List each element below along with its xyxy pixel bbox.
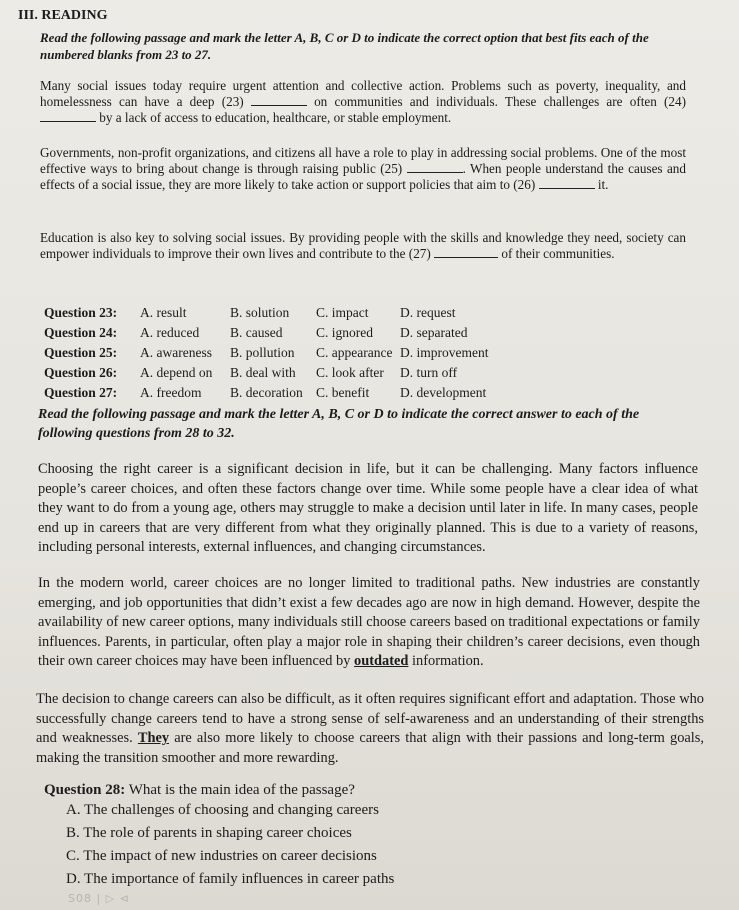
option-c[interactable]: C. benefit	[316, 385, 370, 400]
text: Education is also key to solving social issues. By providing people with the skills and knowledge they need, society can empower individuals to improve their own lives and contribute to the (27)	[40, 230, 686, 261]
question-text: What is the main idea of the passage?	[125, 782, 355, 798]
instructions-part1: Read the following passage and mark the letter A, B, C or D to indicate the correct option that best fits each of the numbered blanks from 23 to 27.	[40, 30, 649, 62]
option-c[interactable]: C. appearance	[316, 345, 393, 360]
blank-26[interactable]	[539, 178, 595, 189]
option-a[interactable]: A. result	[140, 305, 187, 320]
option-c[interactable]: C. ignored	[316, 325, 373, 340]
answer-b[interactable]: B. The role of parents in shaping career choices	[66, 825, 352, 841]
question-label: Question 24:	[44, 325, 118, 340]
option-d[interactable]: D. request	[400, 305, 456, 320]
blank-27[interactable]	[434, 247, 498, 258]
option-c[interactable]: C. look after	[316, 365, 384, 380]
option-a[interactable]: A. depend on	[140, 365, 213, 380]
question-label: Question 25:	[44, 345, 118, 360]
passage1-paragraph2	[40, 145, 686, 193]
answer-a[interactable]: A. The challenges of choosing and changing careers	[66, 802, 379, 818]
text: . When people understand the causes and effects of a social issue, they are more likely to take action or support policies that aim to (26)	[40, 161, 686, 192]
text: by a lack of access to education, healthcare, or stable employment.	[96, 110, 452, 125]
instructions-part2: Read the following passage and mark the letter A, B, C or D to indicate the correct answer to each of the following questions from 28 to 32.	[38, 407, 640, 441]
text: on communities and individuals. These challenges are often (24)	[306, 94, 686, 109]
text: it.	[594, 177, 609, 192]
text: Many social issues today require urgent attention and collective action. Problems such as poverty, inequality, and homelessness can have a deep (23)	[40, 78, 686, 109]
faint-page-mark: S08 | ▷ ⊲	[68, 892, 130, 905]
option-a[interactable]: A. reduced	[140, 325, 200, 340]
option-d[interactable]: D. development	[400, 385, 487, 400]
answer-c[interactable]: C. The impact of new industries on career decisions	[66, 848, 377, 864]
text: In the modern world, career choices are no longer limited to traditional paths. New industries are constantly emerging, and job opportunities that didn’t exist a few decades ago are now in high demand. However, despite the availability of new career options, many individuals still choose careers based on traditional expectations or family influences. Parents, in particular, often play a major role in shaping their children’s career decisions, even though their own career choices may have been influenced by	[38, 575, 700, 670]
passage1-paragraph3	[40, 230, 686, 262]
blank-24[interactable]	[40, 111, 96, 122]
option-b[interactable]: B. caused	[230, 325, 283, 340]
option-d[interactable]: D. improvement	[400, 345, 489, 360]
text: are also more likely to choose careers that align with their passions and long-term goals, making the transition smoother and more rewarding.	[36, 730, 704, 766]
option-b[interactable]: B. solution	[230, 305, 290, 320]
option-c[interactable]: C. impact	[316, 305, 369, 320]
blank-23[interactable]	[251, 95, 307, 106]
option-b[interactable]: B. pollution	[230, 345, 295, 360]
option-d[interactable]: D. separated	[400, 325, 468, 340]
section-heading: III. READING	[18, 8, 108, 23]
option-b[interactable]: B. deal with	[230, 365, 296, 380]
question-28-stem	[44, 782, 394, 799]
passage2-paragraph2	[38, 574, 700, 672]
passage2-paragraph1: Choosing the right career is a significant decision in life, but it can be challenging. Many factors influence people’s career choices, and often these factors change over time. While some people have a clear idea of what they want to do from a young age, others may struggle to make a decision until later in life. In many cases, people end up in careers that are very different from what they originally planned. This is due to a variety of reasons, including personal interests, external influences, and changing circumstances.	[38, 461, 698, 556]
option-a[interactable]: A. freedom	[140, 385, 202, 400]
question-label: Question 28:	[44, 782, 126, 798]
question-label: Question 23:	[44, 305, 118, 320]
passage2-paragraph3	[36, 690, 704, 768]
question-28	[44, 782, 394, 891]
option-a[interactable]: A. awareness	[140, 345, 212, 360]
passage1-paragraph1	[40, 78, 686, 126]
question-label: Question 26:	[44, 365, 118, 380]
text: Governments, non-profit organizations, and citizens all have a role to play in addressing social problems. One of the most effective ways to bring about change is through raising public (25)	[40, 145, 686, 176]
blank-25[interactable]	[407, 162, 463, 173]
text: of their communities.	[498, 246, 615, 261]
question-label: Question 27:	[44, 385, 118, 400]
underlined-word-outdated: outdated	[354, 653, 409, 670]
text: information.	[408, 653, 484, 670]
answer-d[interactable]: D. The importance of family influences in career paths	[66, 871, 395, 887]
option-b[interactable]: B. decoration	[230, 385, 303, 400]
option-d[interactable]: D. turn off	[400, 365, 458, 380]
text: The decision to change careers can also be difficult, as it often requires significant effort and adaptation. Those who successfully change careers tend to have a strong sense of self-awareness and an understanding of their strengths and weaknesses.	[36, 691, 704, 747]
underlined-word-they: They	[137, 730, 170, 747]
